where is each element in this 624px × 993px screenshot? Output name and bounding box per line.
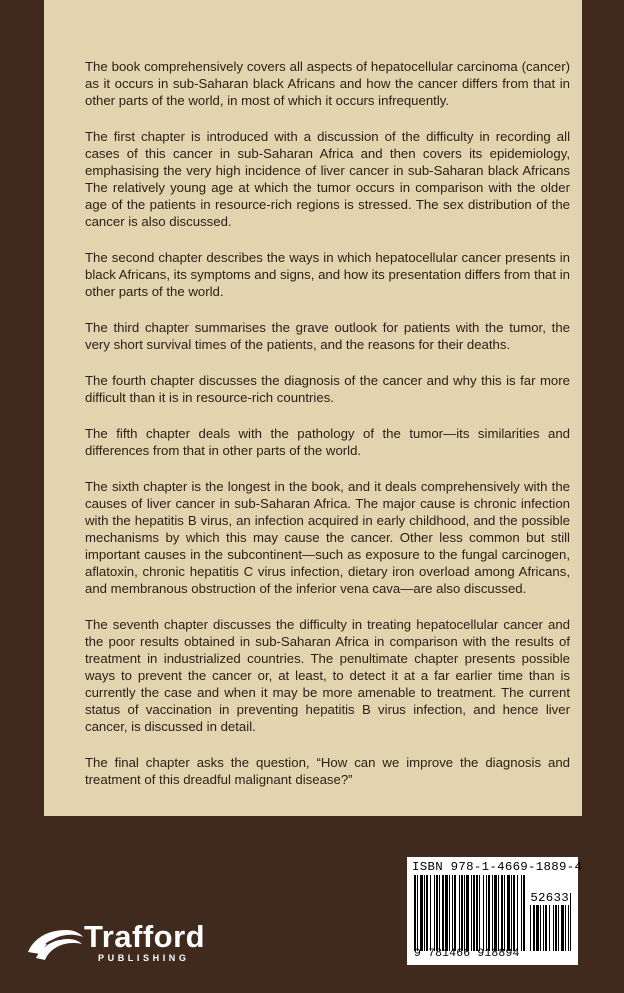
paragraph-chapter-2: The second chapter describes the ways in which hepatocellular cancer presents in black Africans, its symptoms and signs, and how its presentation differs from that in other parts of the world. <box>85 250 570 299</box>
barcode-stripe <box>445 875 448 951</box>
barcode-stripe <box>473 875 475 951</box>
barcode-stripe <box>466 875 469 951</box>
barcode-stripes-icon <box>412 875 573 951</box>
paragraph-chapter-5: The fifth chapter deals with the pathology of the tumor—its similarities and differences from that in other parts of the world. <box>85 426 570 458</box>
barcode-stripe <box>452 875 453 951</box>
paragraph-intro: The book comprehensively covers all aspects of hepatocellular carcinoma (cancer) as it occurs in sub-Saharan black Africans and how the cancer differs from that in other parts of the world, in most of which it occurs infrequently. <box>85 59 570 108</box>
barcode-stripe <box>501 875 503 951</box>
barcode-stripe <box>523 875 525 951</box>
price-code: 52633 <box>527 891 569 905</box>
barcode-stripe <box>464 875 465 951</box>
paragraph-chapter-4: The fourth chapter discusses the diagnosis of the cancer and why this is far more difficult than it is in resource-rich countries. <box>85 373 570 405</box>
barcode-stripe <box>476 875 478 951</box>
barcode-stripe <box>459 875 460 951</box>
wave-swoosh-icon <box>26 924 84 964</box>
barcode-stripe <box>454 875 456 951</box>
barcode-stripe <box>479 875 480 951</box>
isbn-text: ISBN 978-1-4669-1889-4 <box>412 860 583 874</box>
barcode-stripe <box>461 875 463 951</box>
barcode-stripe <box>498 875 499 951</box>
barcode-stripe <box>420 875 423 951</box>
barcode-stripe <box>492 875 493 951</box>
barcode-bars <box>412 875 573 951</box>
barcode-stripe <box>414 875 416 951</box>
paragraph-chapter-6: The sixth chapter is the longest in the book, and it deals comprehensively with the causes of liver cancer in sub-Saharan Africa. The major cause is chronic infection with the hepatitis B virus, an infection acquired in early childhood, and the possible mechanisms by which this may cause the cancer. Other less common but still important causes in the subcontinent—such as exposure to the fungal carcinogen, aflatoxin, chronic hepatitis C virus infection, dietary iron overload among Africans, and membranous obstruction of the inferior vena cava—are also discussed. <box>85 479 570 596</box>
barcode-stripe <box>426 875 428 951</box>
publisher-logo <box>26 919 246 968</box>
paragraph-final-chapter: The final chapter asks the question, “How can we improve the diagnosis and treatment of this dreadful malignant disease?” <box>85 755 570 787</box>
paragraph-chapter-7: The seventh chapter discusses the difficulty in treating hepatocellular cancer and the poor results obtained in sub-Saharan Africa in comparison with the results of treatment in industrialized countries. The penultimate chapter presents possible ways to prevent the cancer or, at least, to detect it at a far earlier time than is currently the case and when it may be more amenable to treatment. The current status of vaccination in preventing hepatitis B virus infection, and hence liver cancer, is discussed in detail. <box>85 617 570 734</box>
paragraph-chapter-3: The third chapter summarises the grave outlook for patients with the tumor, the very short survival times of the patients, and the reasons for their deaths. <box>85 320 570 352</box>
back-cover-text-panel <box>44 0 582 816</box>
barcode-stripe <box>449 875 450 951</box>
paragraph-chapter-1: The first chapter is introduced with a discussion of the difficulty in recording all cases of this cancer in sub-Saharan Africa and then covers its epidemiology, emphasising the very high incidence of liver cancer in sub-Saharan black Africans The relatively young age at which the tumor occurs in comparison with the older age of the patients in resource-rich regions is stressed. The sex distribution of the cancer is also discussed. <box>85 129 570 229</box>
barcode-stripe <box>439 875 440 951</box>
barcode-stripe <box>417 875 418 951</box>
publisher-subtitle: PUBLISHING <box>98 953 190 963</box>
barcode-stripe <box>434 875 435 951</box>
barcode-stripe <box>511 875 512 951</box>
barcode-stripe <box>521 875 522 951</box>
price-barcode-stripe <box>570 893 571 951</box>
barcode-stripe <box>430 875 431 951</box>
barcode-stripe <box>424 875 425 951</box>
barcode-stripe <box>517 875 518 951</box>
ean-digits: 9 781466 918894 <box>414 948 520 960</box>
barcode-stripe <box>507 875 510 951</box>
barcode-stripe <box>504 875 505 951</box>
barcode-stripe <box>494 875 497 951</box>
barcode-stripe <box>471 875 472 951</box>
barcode-stripe <box>483 875 484 951</box>
barcode-stripe <box>488 875 490 951</box>
barcode-stripe <box>486 875 487 951</box>
barcode-stripe <box>436 875 438 951</box>
isbn-barcode <box>407 857 583 965</box>
publisher-name: Trafford <box>84 919 206 954</box>
barcode-stripe <box>442 875 444 951</box>
barcode-stripe <box>513 875 515 951</box>
